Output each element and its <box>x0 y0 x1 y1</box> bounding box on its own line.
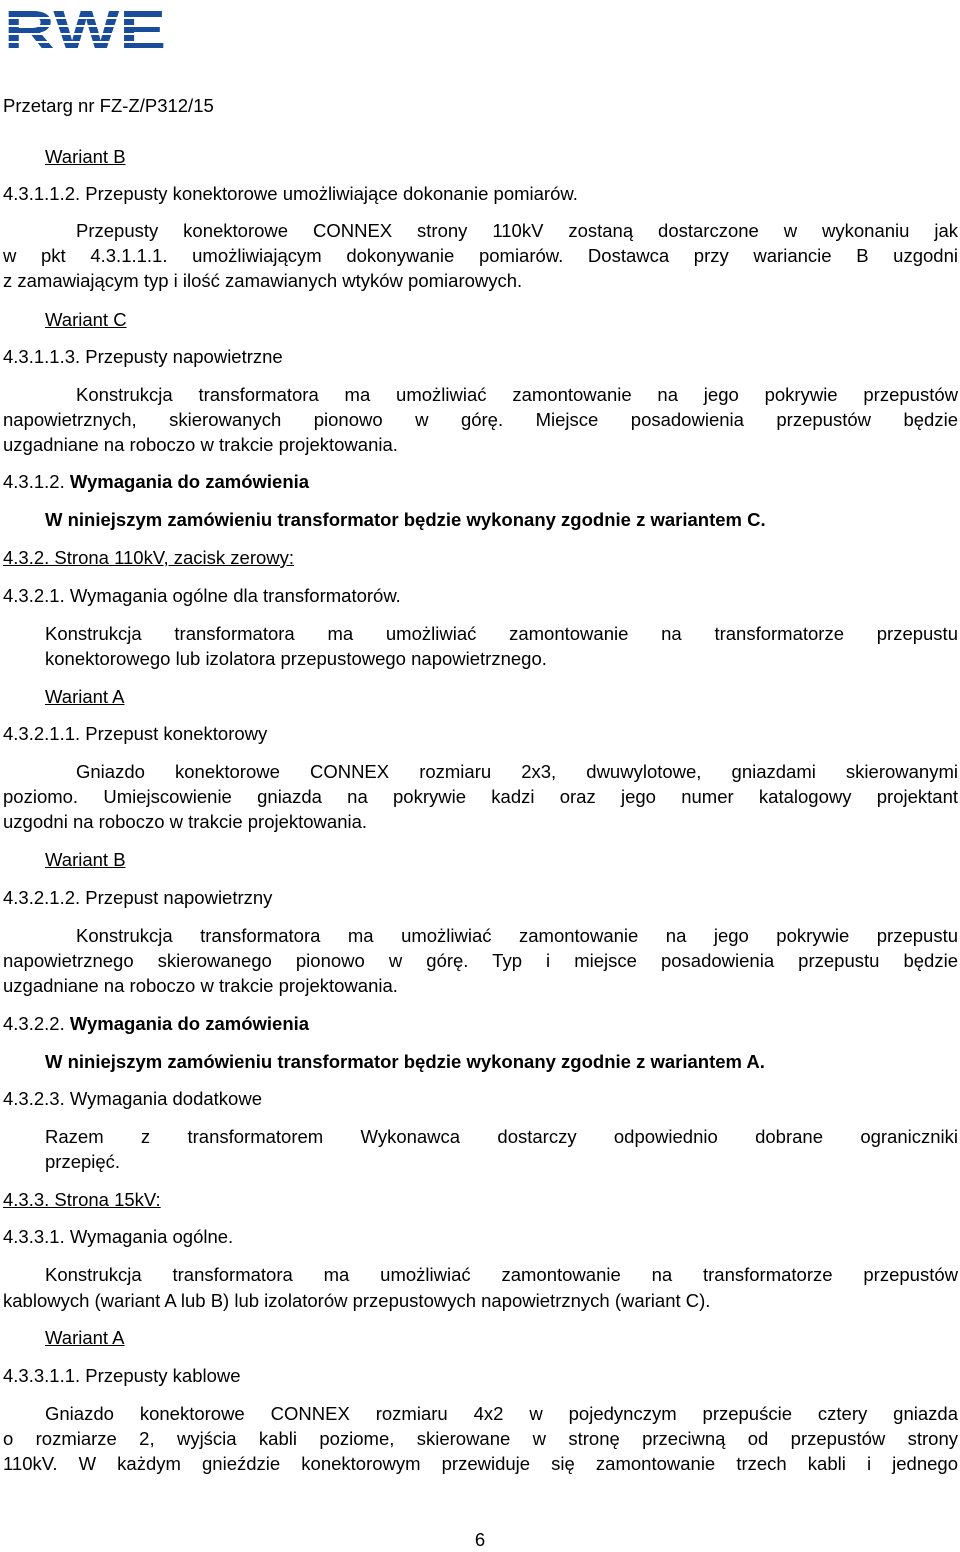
paragraph-line: Konstrukcja transformatora ma umożliwiać zamontowanie na jego pokrywie przepustów <box>76 384 958 405</box>
paragraph-line: poziomo. Umiejscowienie gniazda na pokrywie kadzi oraz jego numer katalogowy projektant <box>3 786 958 807</box>
paragraph-line: Konstrukcja transformatora ma umożliwiać zamontowanie na transformatorze przepustu <box>45 623 958 644</box>
section-number: 4.3.1.2. <box>3 471 65 492</box>
paragraph-line: napowietrznego skierowanego pionowo w górę. Typ i miejsce posadowienia przepustu będzie <box>3 950 958 971</box>
rwe-logo-text: RWE <box>4 4 166 60</box>
section-heading: 4.3.3.1. Wymagania ogólne. <box>3 1226 234 1247</box>
paragraph-line: Konstrukcja transformatora ma umożliwiać zamontowanie na jego pokrywie przepustu <box>76 925 958 946</box>
paragraph-line: uzgodni na roboczo w trakcie projektowania. <box>3 811 368 832</box>
section-heading: 4.3.2.1. Wymagania ogólne dla transformatorów. <box>3 585 401 606</box>
section-title: Wymagania do zamówienia <box>69 471 310 492</box>
section-heading: 4.3.3.1.1. Przepusty kablowe <box>3 1365 241 1386</box>
paragraph-line: Konstrukcja transformatora ma umożliwiać zamontowanie na transformatorze przepustów <box>45 1264 958 1285</box>
section-heading: 4.3.1.1.2. Przepusty konektorowe umożliwiające dokonanie pomiarów. <box>3 183 578 204</box>
paragraph-line: z zamawiającym typ i ilość zamawianych wtyków pomiarowych. <box>3 270 523 291</box>
section-heading <box>3 470 309 494</box>
section-number: 4.3.2.2. <box>3 1013 65 1034</box>
paragraph-line: przepięć. <box>45 1151 121 1172</box>
variant-heading: Wariant B <box>45 849 126 870</box>
paragraph-line: uzgadniane na roboczo w trakcie projektowania. <box>3 975 398 996</box>
paragraph-line: o rozmiarze 2, wyjścia kabli poziome, skierowane w stronę przeciwną od przepustów strony <box>3 1428 958 1449</box>
subsection-heading: 4.3.2. Strona 110kV, zacisk zerowy: <box>3 547 295 568</box>
variant-heading: Wariant A <box>45 686 125 707</box>
paragraph-line: uzgadniane na roboczo w trakcie projektowania. <box>3 434 398 455</box>
paragraph-line: napowietrznych, skierowanych pionowo w górę. Miejsce posadowienia przepustów będzie <box>3 409 958 430</box>
variant-heading: Wariant A <box>45 1327 125 1348</box>
rwe-logo <box>4 4 170 60</box>
section-title: Wymagania do zamówienia <box>69 1013 310 1034</box>
section-heading: 4.3.2.1.1. Przepust konektorowy <box>3 723 268 744</box>
variant-heading: Wariant B <box>45 146 126 167</box>
section-heading: 4.3.1.1.3. Przepusty napowietrzne <box>3 346 283 367</box>
paragraph-line: Razem z transformatorem Wykonawca dostarczy odpowiednio dobrane ograniczniki <box>45 1126 958 1147</box>
order-statement: W niniejszym zamówieniu transformator będzie wykonany zgodnie z wariantem C. <box>45 509 766 530</box>
variant-heading: Wariant C <box>45 309 127 330</box>
paragraph-line: Gniazdo konektorowe CONNEX rozmiaru 2x3, dwuwylotowe, gniazdami skierowanymi <box>76 761 958 782</box>
order-statement: W niniejszym zamówieniu transformator będzie wykonany zgodnie z wariantem A. <box>45 1051 765 1072</box>
section-heading: 4.3.2.1.2. Przepust napowietrzny <box>3 887 273 908</box>
paragraph-line: kablowych (wariant A lub B) lub izolatorów przepustowych napowietrznych (wariant C). <box>3 1290 711 1311</box>
section-heading <box>3 1012 309 1036</box>
paragraph-line: Przepusty konektorowe CONNEX strony 110kV zostaną dostarczone w wykonaniu jak <box>76 220 958 241</box>
paragraph-line: w pkt 4.3.1.1.1. umożliwiającym dokonywanie pomiarów. Dostawca przy wariancie B uzgodni <box>3 245 958 266</box>
page-number: 6 <box>474 1529 486 1550</box>
paragraph-line: 110kV. W każdym gnieździe konektorowym przewiduje się zamontowanie trzech kabli i jednego <box>3 1453 958 1474</box>
section-heading: 4.3.2.3. Wymagania dodatkowe <box>3 1088 262 1109</box>
paragraph-line: konektorowego lub izolatora przepustowego napowietrznego. <box>45 648 547 669</box>
subsection-heading: 4.3.3. Strona 15kV: <box>3 1189 161 1210</box>
paragraph-line: Gniazdo konektorowe CONNEX rozmiaru 4x2 w pojedynczym przepuście cztery gniazda <box>45 1403 958 1424</box>
tender-reference: Przetarg nr FZ-Z/P312/15 <box>3 95 214 116</box>
